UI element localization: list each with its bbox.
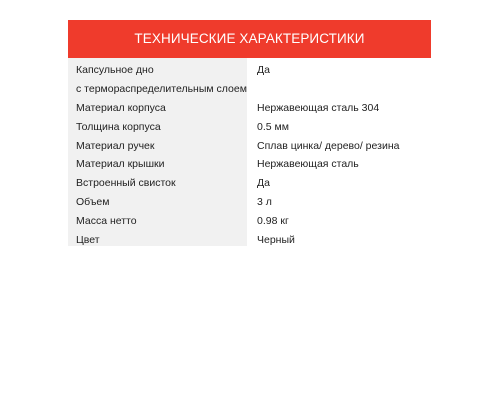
spec-row-lid-material	[68, 152, 431, 171]
spec-row-volume	[68, 190, 431, 209]
spec-value: 0.5 мм	[247, 115, 431, 134]
specs-table	[68, 20, 431, 246]
spec-value: Сплав цинка/ дерево/ резина	[247, 134, 431, 153]
spec-value: Да	[247, 58, 431, 96]
spec-value: Нержавеющая сталь 304	[247, 96, 431, 115]
spec-label: Масса нетто	[68, 209, 247, 228]
spec-value: 0.98 кг	[247, 209, 431, 228]
spec-label	[68, 58, 247, 96]
spec-row-whistle	[68, 171, 431, 190]
spec-row-handle-material	[68, 134, 431, 153]
spec-value: Да	[247, 171, 431, 190]
spec-row-body-material	[68, 96, 431, 115]
spec-row-body-thickness	[68, 115, 431, 134]
spec-row-net-weight	[68, 209, 431, 228]
specs-header: ТЕХНИЧЕСКИЕ ХАРАКТЕРИСТИКИ	[68, 20, 431, 58]
spec-label-line-1: Капсульное дно	[76, 64, 154, 76]
spec-label: Толщина корпуса	[68, 115, 247, 134]
spec-value: Нержавеющая сталь	[247, 152, 431, 171]
spec-row-color	[68, 228, 431, 247]
spec-value: 3 л	[247, 190, 431, 209]
spec-label: Материал крышки	[68, 152, 247, 171]
spec-row-capsule-bottom	[68, 58, 431, 96]
spec-label: Цвет	[68, 228, 247, 247]
spec-label: Материал корпуса	[68, 96, 247, 115]
spec-label: Встроенный свисток	[68, 171, 247, 190]
spec-value: Черный	[247, 228, 431, 247]
spec-label-line-2: с термораспределительным слоем	[76, 82, 247, 95]
spec-label: Объем	[68, 190, 247, 209]
spec-label: Материал ручек	[68, 134, 247, 153]
